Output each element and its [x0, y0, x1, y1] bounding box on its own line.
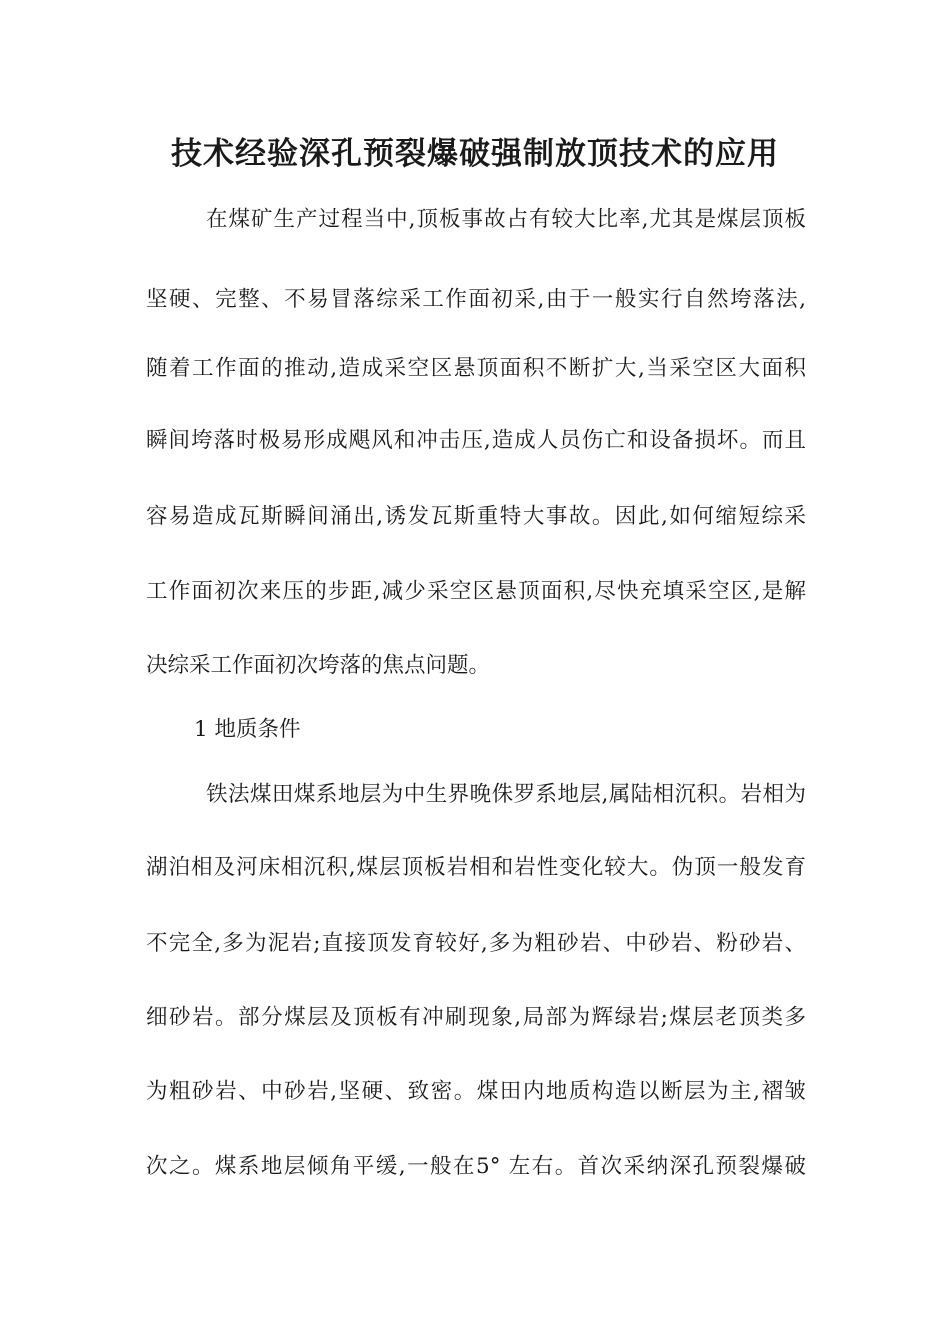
paragraph-line: 不完全,多为泥岩;直接顶发育较好,多为粗砂岩、中砂岩、粉砂岩、: [146, 931, 806, 956]
paragraph-line: 湖泊相及河床相沉积,煤层顶板岩相和岩性变化较大。伪顶一般发育: [146, 855, 806, 880]
paragraph-line: 铁法煤田煤系地层为中生界晚侏罗系地层,属陆相沉积。岩相为: [206, 782, 806, 807]
paragraph-line: 细砂岩。部分煤层及顶板有冲刷现象,局部为辉绿岩;煤层老顶类多: [146, 1005, 806, 1030]
paragraph-line: 坚硬、完整、不易冒落综采工作面初采,由于一般实行自然垮落法,: [146, 287, 806, 312]
paragraph-line: 决综采工作面初次垮落的焦点问题。: [146, 653, 491, 678]
paragraph-line: 瞬间垮落时极易形成飓风和冲击压,造成人员伤亡和设备损坏。而且: [146, 428, 806, 453]
paragraph-line: 次之。煤系地层倾角平缓,一般在5° 左右。首次采纳深孔预裂爆破: [146, 1154, 806, 1179]
document-title: 技术经验深孔预裂爆破强制放顶技术的应用: [171, 136, 779, 172]
paragraph-line: 随着工作面的推动,造成采空区悬顶面积不断扩大,当采空区大面积: [146, 356, 806, 381]
section-heading: 1 地质条件: [194, 717, 301, 742]
paragraph-line: 工作面初次来压的步距,减少采空区悬顶面积,尽快充填采空区,是解: [146, 579, 806, 604]
paragraph-line: 为粗砂岩、中砂岩,坚硬、致密。煤田内地质构造以断层为主,褶皱: [146, 1079, 806, 1104]
paragraph-line: 容易造成瓦斯瞬间涌出,诱发瓦斯重特大事故。因此,如何缩短综采: [146, 504, 806, 529]
paragraph-line: 在煤矿生产过程当中,顶板事故占有较大比率,尤其是煤层顶板: [206, 207, 806, 232]
